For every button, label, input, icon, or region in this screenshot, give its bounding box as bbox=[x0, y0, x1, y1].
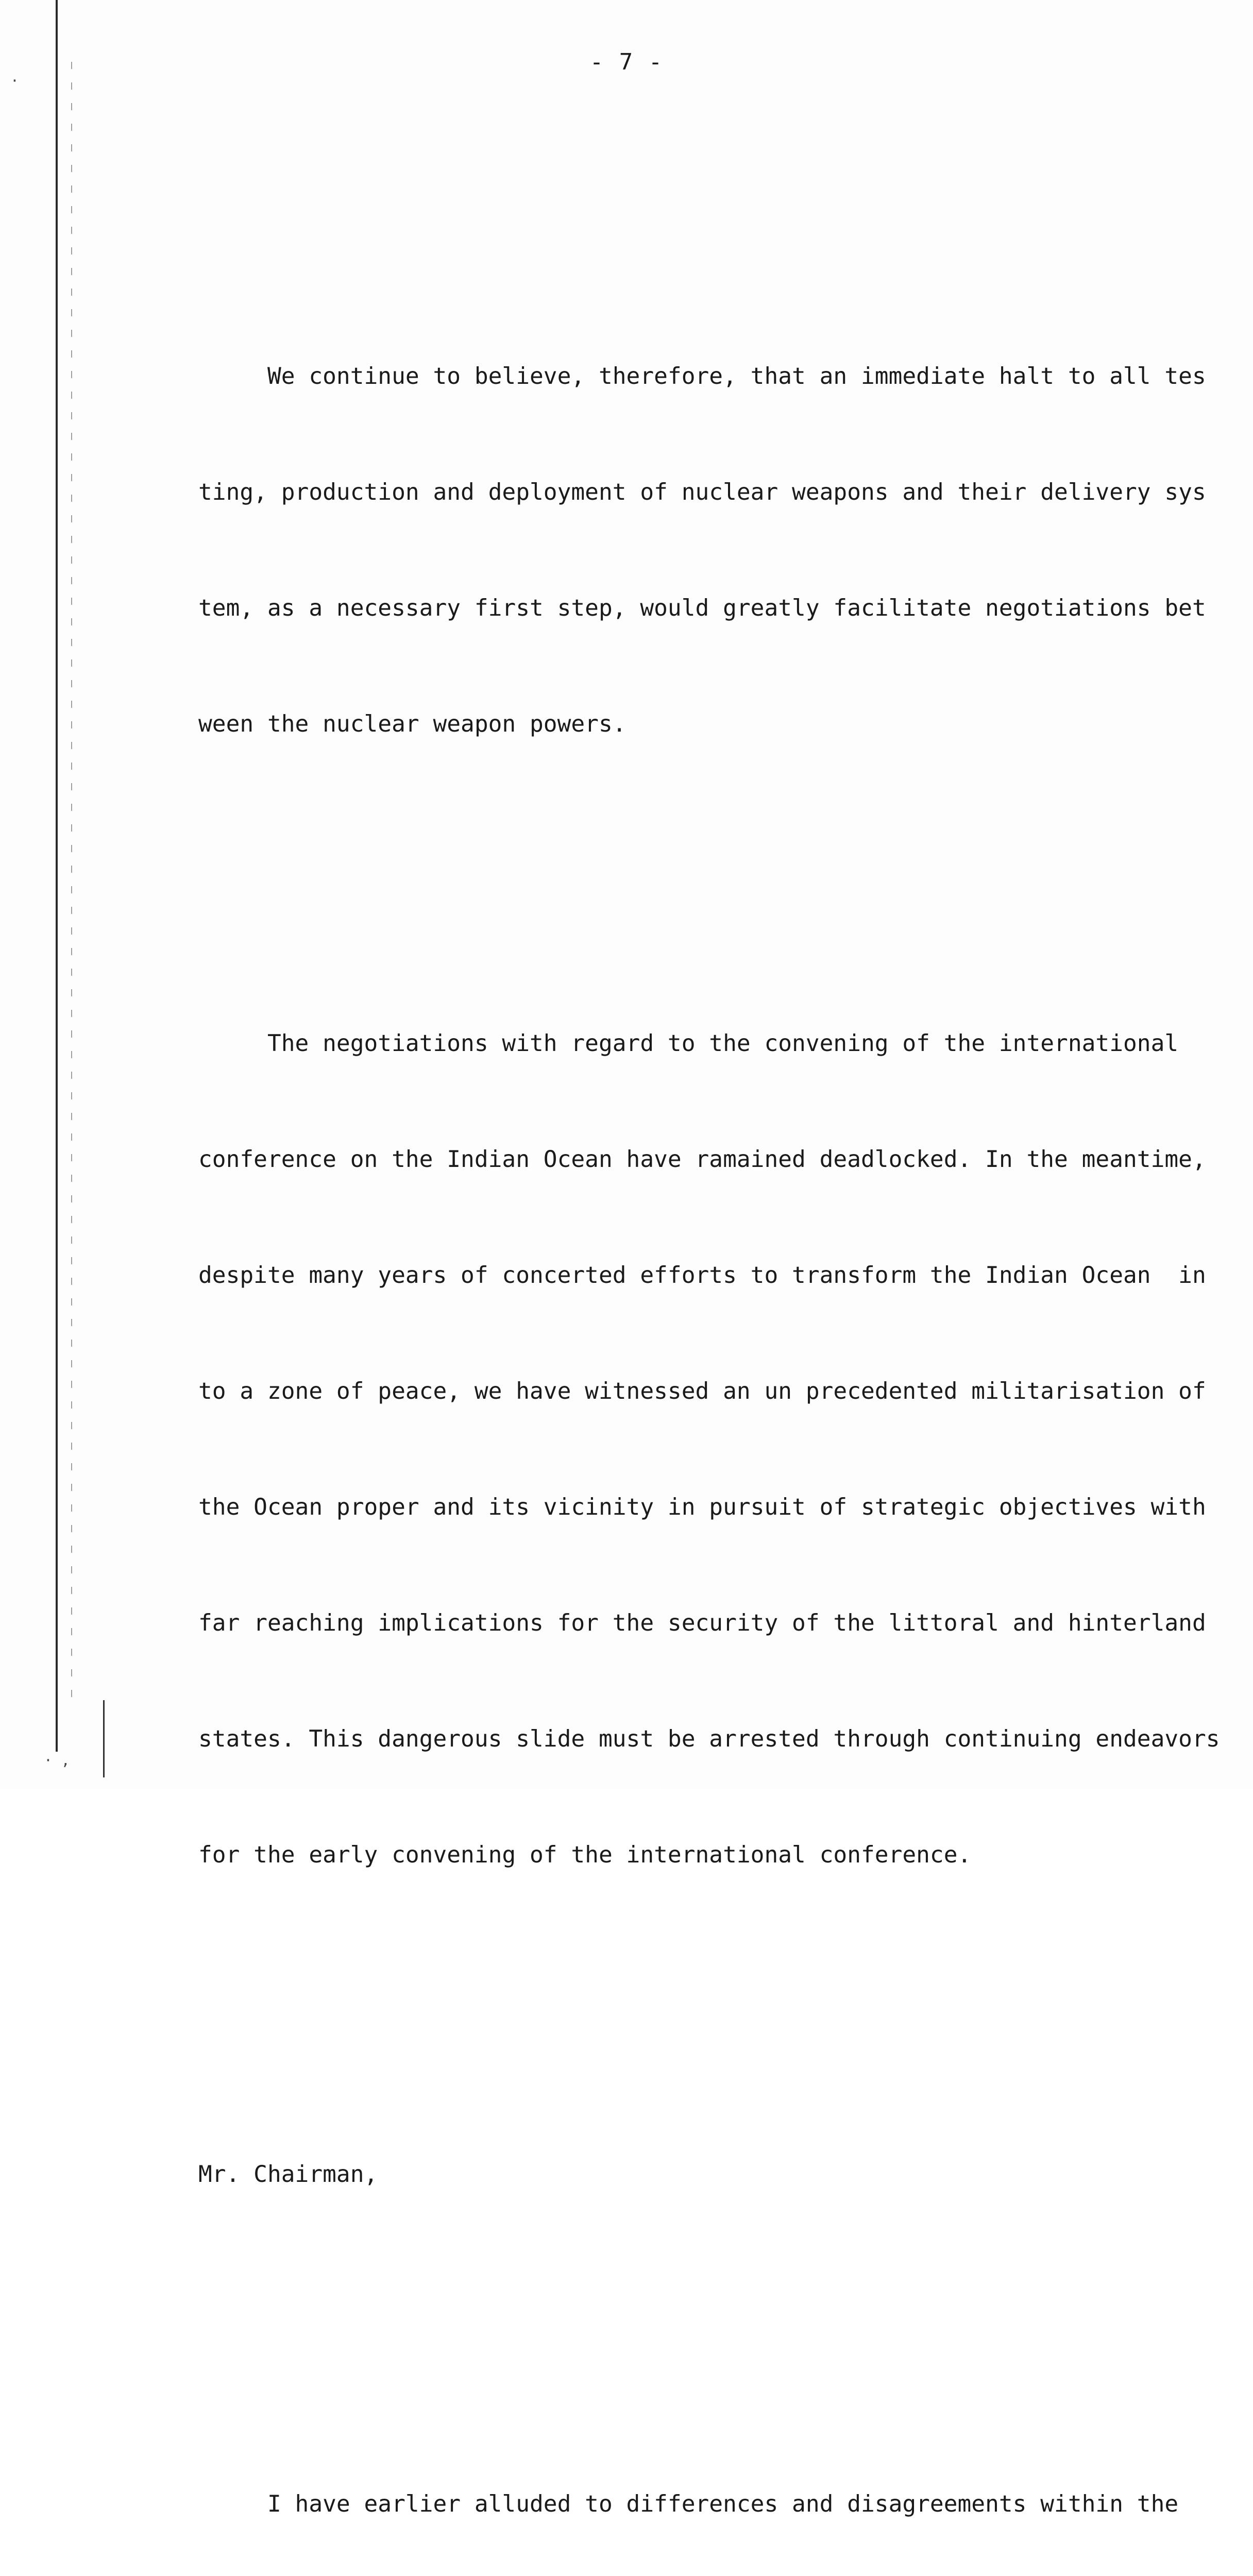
document-body bbox=[198, 164, 1220, 2576]
text-line: I have earlier alluded to differences and disagreements within the bbox=[198, 2491, 1179, 2517]
margin-mark-bottom: · , bbox=[44, 1752, 70, 1769]
text-line: conference on the Indian Ocean have ramained deadlocked. In the meantime, bbox=[198, 1146, 1206, 1173]
text-line: despite many years of concerted efforts to transform the Indian Ocean in bbox=[198, 1262, 1206, 1289]
salutation bbox=[198, 2078, 1177, 2271]
text-line: for the early convening of the international conference. bbox=[198, 1842, 972, 1868]
text-line: ween the nuclear weapon powers. bbox=[198, 711, 626, 737]
text-line: states. This dangerous slide must be arrested through continuing endeavors bbox=[198, 1726, 1220, 1752]
text-line: ting, production and deployment of nuclear weapons and their delivery sys bbox=[198, 479, 1206, 505]
paragraph-nuclear-halt bbox=[198, 280, 1206, 821]
paragraph-indian-ocean bbox=[198, 947, 1220, 1952]
page-number: - 7 - bbox=[589, 49, 664, 75]
text-line: Mr. Chairman, bbox=[198, 2161, 378, 2188]
text-line: tem, as a necessary first step, would greatly facilitate negotiations bet bbox=[198, 595, 1206, 621]
text-line: the Ocean proper and its vicinity in pursuit of strategic objectives with bbox=[198, 1494, 1206, 1520]
scan-edge-bottom-line bbox=[103, 1700, 105, 1777]
text-line: far reaching implications for the security of the littoral and hinterland bbox=[198, 1610, 1206, 1636]
scan-edge-dashes bbox=[71, 62, 72, 1710]
text-line: The negotiations with regard to the convening of the international bbox=[198, 1030, 1179, 1057]
text-line: We continue to believe, therefore, that an immediate halt to all tes bbox=[198, 363, 1206, 389]
margin-mark-top: · bbox=[10, 72, 19, 89]
binding-edge-line bbox=[56, 0, 58, 1752]
paragraph-movement-disagreements bbox=[198, 2408, 1177, 2576]
text-line: to a zone of peace, we have witnessed an un precedented militarisation of bbox=[198, 1378, 1206, 1404]
